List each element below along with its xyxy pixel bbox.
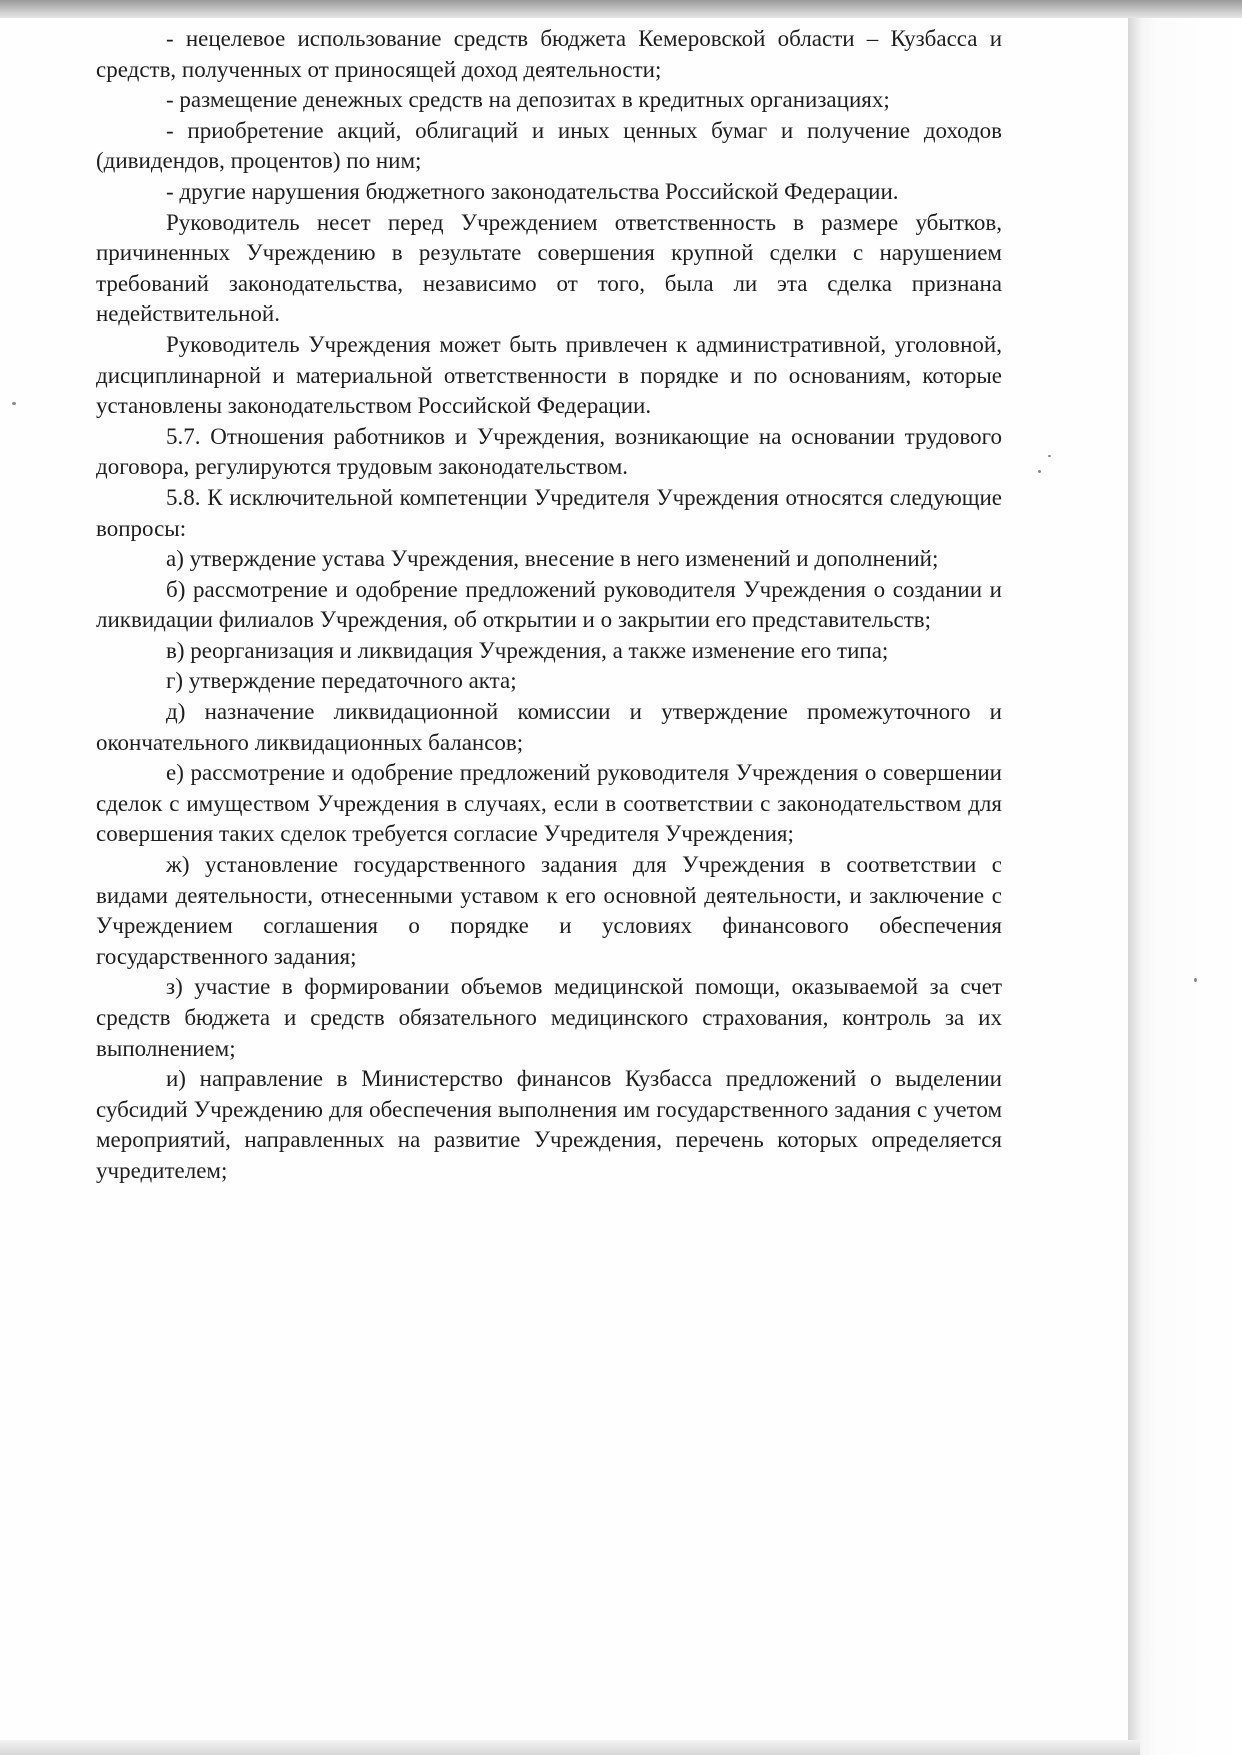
paragraph-5-7: 5.7. Отношения работников и Учреждения, возникающие на основании трудового договора, регулируются трудовым законодательством. bbox=[96, 423, 1002, 480]
paragraph-securities: - приобретение акций, облигаций и иных ценных бумаг и получение доходов (дивидендов, процентов) по ним; bbox=[96, 117, 1002, 174]
scan-speck bbox=[1194, 978, 1197, 982]
paragraph-deposits: - размещение денежных средств на депозитах в кредитных организациях; bbox=[166, 87, 890, 113]
scan-speck bbox=[12, 402, 16, 405]
scan-right-edge bbox=[1128, 18, 1242, 1755]
paragraph-director-responsibility: Руководитель Учреждения может быть привлечен к административной, уголовной, дисциплинарной и материальной ответственности в порядке и по основаниям, которые установлены законодательством Российской Федерации. bbox=[96, 331, 1002, 419]
list-item-g: г) утверждение передаточного акта; bbox=[166, 668, 517, 694]
paragraph-misuse-of-funds: - нецелевое использование средств бюджета Кемеровской области – Кузбасса и средств, полученных от приносящей доход деятельности; bbox=[96, 26, 1002, 82]
list-item-z: з) участие в формировании объемов медицинской помощи, оказываемой за счет средств бюджета и средств обязательного медицинского страхования, контроль за их выполнением; bbox=[96, 974, 1002, 1061]
paragraph-director-liability: Руководитель несет перед Учреждением ответственность в размере убытков, причиненных Учреждению в результате совершения крупной сделки с нарушением требований законодательства, независимо от того, была ли эта сделка признана недействительной. bbox=[96, 209, 1002, 327]
paragraph-other-violations: - другие нарушения бюджетного законодательства Российской Федерации. bbox=[166, 178, 899, 204]
list-item-v: в) реорганизация и ликвидация Учреждения, а также изменение его типа; bbox=[166, 637, 889, 663]
scan-bottom-edge bbox=[0, 1740, 1140, 1755]
document-page bbox=[0, 18, 1140, 1755]
list-item-zh: ж) установление государственного задания для Учреждения в соответствии с видами деятельности, отнесенными уставом к его основной деятельности, и заключение с Учреждением соглашения о порядке и условиях финансового обеспечения государственного задания; bbox=[96, 852, 1002, 969]
list-item-e: е) рассмотрение и одобрение предложений руководителя Учреждения о совершении сделок с имуществом Учреждения в случаях, если в соответствии с законодательством для совершения таких сделок требуется согласие Учредителя Учреждения; bbox=[96, 760, 1002, 847]
scan-speck bbox=[1038, 470, 1041, 473]
document-body bbox=[96, 24, 1002, 1187]
list-item-b: б) рассмотрение и одобрение предложений руководителя Учреждения о создании и ликвидации филиалов Учреждения, об открытии и о закрытии его представительств; bbox=[96, 576, 1002, 633]
list-item-a: а) утверждение устава Учреждения, внесение в него изменений и дополнений; bbox=[166, 546, 939, 572]
list-item-i: и) направление в Министерство финансов Кузбасса предложений о выделении субсидий Учреждению для обеспечения выполнения им государственного задания с учетом мероприятий, направленных на развитие Учреждения, перечень которых определяется учредителем; bbox=[96, 1066, 1002, 1183]
scan-speck bbox=[1048, 455, 1051, 457]
paragraph-5-8: 5.8. К исключительной компетенции Учредителя Учреждения относятся следующие вопросы: bbox=[96, 484, 1002, 541]
list-item-d: д) назначение ликвидационной комиссии и утверждение промежуточного и окончательного ликвидационных балансов; bbox=[96, 699, 1002, 755]
